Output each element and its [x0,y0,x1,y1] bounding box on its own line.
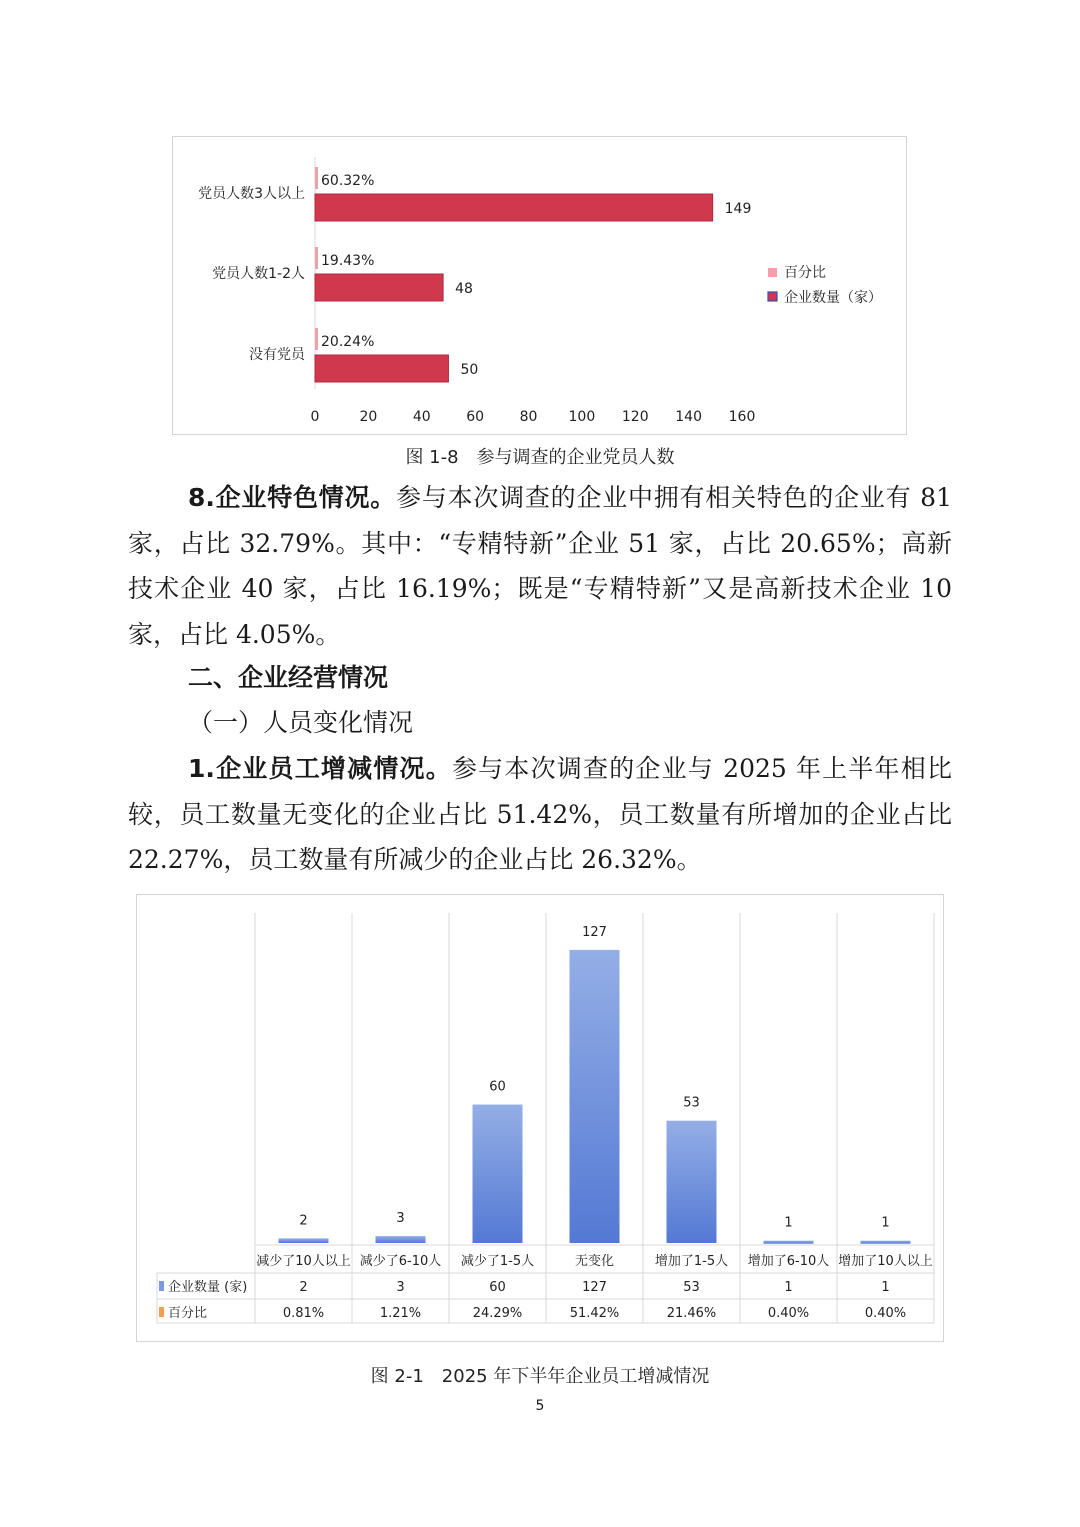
category-label: 增加了6-10人 [747,1254,830,1269]
category-label: 增加了1-5人 [654,1254,729,1269]
count-bar [376,1236,426,1243]
table-percent-cell: 21.46% [666,1306,717,1321]
category-label: 没有党员 [249,347,305,363]
table-count-cell: 127 [582,1280,607,1295]
x-tick-label: 80 [519,409,538,425]
category-label: 党员人数3人以上 [198,186,305,202]
x-tick-label: 0 [310,409,320,425]
count-data-label: 53 [683,1095,700,1111]
count-bar [570,950,620,1243]
table-percent-cell: 24.29% [472,1306,523,1321]
legend-key-percent [159,1307,164,1317]
table-percent-cell: 0.40% [864,1306,907,1321]
table-count-cell: 2 [299,1280,308,1295]
count-bar [315,355,448,382]
category-label: 党员人数1-2人 [212,266,305,282]
percent-bar [315,328,318,350]
count-data-label: 2 [299,1213,308,1229]
row-header-count: 企业数量 (家) [168,1280,248,1295]
section-8-lead: 8.企业特色情况。 [188,483,397,512]
section-1-lead: 1.企业员工增减情况。 [188,754,452,783]
percent-label: 19.43% [321,253,375,269]
count-label: 149 [724,201,752,217]
count-bar [315,274,443,301]
category-label: 减少了6-10人 [359,1254,442,1269]
section-1-paragraph [128,746,952,883]
table-count-cell: 1 [784,1280,793,1295]
count-bar [667,1121,717,1243]
legend-swatch-percent [768,268,777,277]
count-data-label: 1 [784,1215,793,1231]
legend-label-count: 企业数量（家） [784,290,882,306]
staff-change-chart [136,894,944,1342]
table-percent-cell: 1.21% [379,1306,422,1321]
count-bar [315,194,713,221]
table-count-cell: 3 [396,1280,405,1295]
count-bar [473,1105,523,1243]
x-tick-label: 60 [466,409,485,425]
count-data-label: 1 [881,1215,890,1231]
table-count-cell: 60 [489,1280,506,1295]
percent-bar [315,167,318,189]
party-member-chart-svg [173,137,908,436]
legend-label-percent: 百分比 [784,265,826,281]
count-label: 50 [460,362,479,378]
table-count-cell: 53 [683,1280,700,1295]
count-data-label: 3 [396,1211,405,1227]
category-label: 减少了1-5人 [460,1254,535,1269]
category-label: 减少了10人以上 [256,1254,351,1269]
table-percent-cell: 51.42% [569,1306,620,1321]
section-heading-2: 二、企业经营情况 [188,663,389,692]
x-tick-label: 140 [675,409,702,425]
legend-key-count [159,1281,164,1291]
percent-bar [315,247,318,269]
table-count-cell: 1 [881,1280,890,1295]
legend-swatch-count [768,292,777,301]
count-data-label: 60 [489,1079,506,1095]
x-tick-label: 100 [568,409,596,425]
category-label: 无变化 [574,1254,615,1269]
count-data-label: 127 [582,924,607,940]
table-percent-cell: 0.40% [767,1306,810,1321]
percent-label: 60.32% [321,173,375,189]
section-8-paragraph [128,475,952,657]
section-1-body: 参与本次调查的企业与 2025 年上半年相比较，员工数量无变化的企业占比 51.42%，员工数量有所增加的企业占比 22.27%，员工数量有所减少的企业占比 26.32%。 [128,754,952,874]
subheading-personnel: （一）人员变化情况 [188,708,414,737]
count-bar [279,1238,329,1243]
row-header-percent: 百分比 [168,1306,208,1321]
table-percent-cell: 0.81% [282,1306,325,1321]
count-label: 48 [455,281,473,297]
category-label: 增加了10人以上 [838,1254,933,1269]
x-tick-label: 120 [621,409,649,425]
figure-1-8-caption: 图 1-8 参与调查的企业党员人数 [405,447,675,468]
party-member-chart [172,136,907,435]
percent-label: 20.24% [321,334,375,350]
count-bar [861,1241,911,1244]
staff-change-chart-svg [137,895,945,1343]
x-tick-label: 20 [359,409,378,425]
section-8-body: 参与本次调查的企业中拥有相关特色的企业有 81 家，占比 32.79%。其中：“专精特新”企业 51 家，占比 20.65%；高新技术企业 40 家，占比 16.19%；既是“专精特新”又是高新技术企业 10 家，占比 4.05%。 [128,483,952,649]
figure-2-1-caption: 图 2-1 2025 年下半年企业员工增减情况 [370,1366,710,1387]
page-number: 5 [535,1398,545,1414]
x-tick-label: 40 [412,409,431,425]
x-tick-label: 160 [728,409,756,425]
count-bar [764,1241,814,1244]
